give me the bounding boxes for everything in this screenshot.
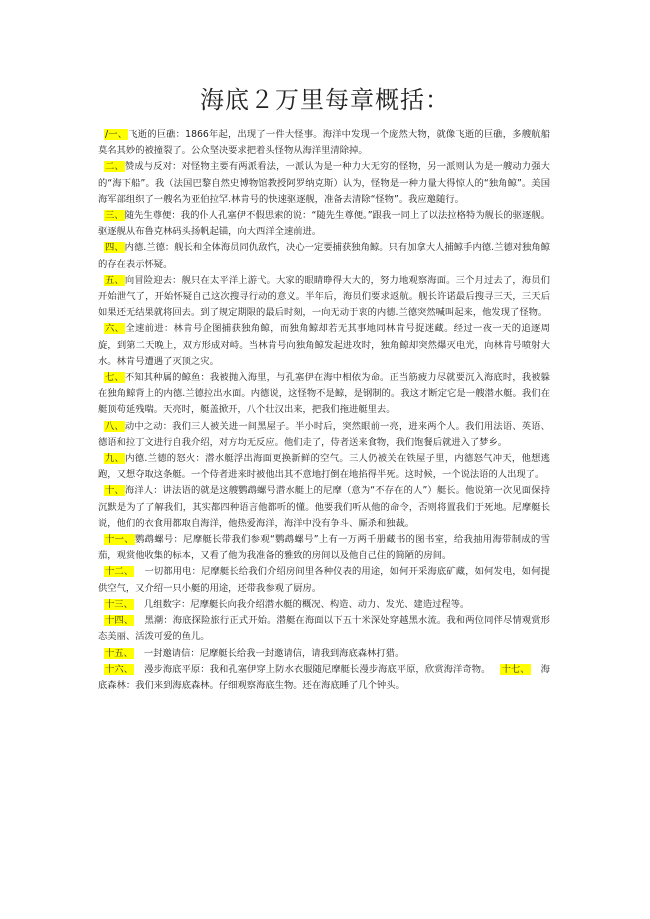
chapter-text: 林肯号企图捕获独角鲸，而独角鲸却若无其事地同林肯号捉迷藏。经过一夜一天的追逐周旋，到第二天晚上，双方形成对峙。当林肯号向独角鲸发起进攻时，独角鲸却突然爆灭电光，向林肯号喷射大水。林肯号遭遇了灭顶之灾。 [98,323,550,367]
chapter-summary [98,159,550,208]
chapter-text: 海底探险旅行正式开始。潜艇在海面以下五十米深处穿越黑水流。我和两位同伴尽情观赏形态美丽、活泼可爱的鱼儿。 [98,615,550,643]
chapter-summary [98,321,550,370]
chapter-number: 十五、 [105,647,133,659]
chapter-summary [98,127,550,159]
chapter-name: 海底森林： [98,663,550,691]
chapter-summary [98,240,550,272]
chapter-text: 我被抛入海里，与孔塞伊在海中相依为命。正当筋疲力尽就要沉入海底时，我被躲在独角鲸背上的内德.兰德拉出水面。内德说，这怪物不是鲸，是钢制的。我这才断定它是一艘潜水艇。我们在艇顶苟延残喘。天亮时，艇盖掀开，八个壮汉出来，把我们拖进艇里去。 [98,372,550,416]
chapter-name: 不知其种属的鲸鱼： [124,372,210,384]
chapter-number: 六、 [105,323,125,335]
chapter-text: 尼摩艇长给我一封邀请信，请我到海底森林打猎。 [199,647,405,659]
chapter-text: 尼摩艇长向我介绍潜水艇的概况、构造、动力、发光、建造过程等。 [190,598,470,610]
chapter-summary [98,662,550,694]
chapter-name: 内德.兰德的怒火： [125,453,206,465]
chapter-summary [98,613,550,645]
chapter-name: 一封邀请信： [143,647,200,659]
chapter-number: 九、 [105,453,125,465]
chapter-summary [98,370,550,419]
chapter-name: 动中之动： [124,420,173,432]
chapter-number: 十三、 [105,598,133,610]
chapter-name: 一切都用电： [144,566,202,578]
chapter-text: 对怪物主要有两派看法，一派认为是一种力大无穷的怪物，另一派则认为是一艘动力强大的“海下船”。我（法国巴黎自然史博物馆教授阿罗纳克斯）认为，怪物是一种力量大得惊人的“独角鲸”。美国海军部组织了一艘名为亚伯拉罕.林肯号的快速驱逐舰，准备去清除“怪物”。我应邀随行。 [98,161,550,205]
chapter-text: 潜水艇浮出海面更换新鲜的空气。三人仍被关在铁屋子里，内德怒气冲天，他想逃跑，又想夺取这条艇。一个侍者进来时被他出其不意地打倒在地掐得半死。这时候，一个说法语的人出现了。 [98,453,550,481]
chapter-summary [98,597,550,613]
chapter-name: 随先生尊便： [124,210,181,222]
chapter-number: 七、 [105,372,124,384]
chapter-name: 黑潮： [144,615,173,627]
chapter-number: 十七、 [501,663,530,675]
chapter-list [98,127,550,694]
chapter-summary [98,273,550,322]
chapter-name: 内德.兰德： [124,242,175,254]
chapter-number: 十二、 [105,566,134,578]
chapter-text: 我们三人被关进一间黑屋子。半小时后，突然眼前一亮，进来两个人。我们用法语、英语、德语和拉丁文进行自我介绍，对方均无反应。他们走了，侍者送来食物，我们饱餐后就进入了梦乡。 [98,420,550,448]
chapter-text: 尼摩艇长带我们参观“鹦鹉螺号”上有一万两千册藏书的图书室，给我抽用海带制成的雪茄，观赏他收集的标本，又看了他为我准备的雅致的房间以及他自己住的简陋的房间。 [98,534,550,562]
chapter-name: 鹦鹉螺号： [134,534,184,546]
chapter-summary [98,646,550,662]
chapter-name: 漫步海底平原： [144,663,210,675]
chapter-name: 向冒险迎去： [124,274,182,286]
chapter-number: 十一、 [105,534,134,546]
chapter-text: 舰长和全体海员同仇敌忾，决心一定要捕获独角鲸。只有加拿大人捕鲸手内德.兰德对独角鲸的存在表示怀疑。 [98,242,550,270]
chapter-text: 舰只在太平洋上游弋。大家的眼睛睁得大大的，努力地观察海面。三个月过去了，海员们开始泄气了，开始怀疑自己这次搜寻行动的意义。半年后，海员们要求返航。舰长许诺最后搜寻三天，三天后如果还无结果就将回去。到了规定期限的最后时刻，一向无动于衷的内德.兰德突然喊叫起来，他发现了怪物。 [98,274,550,319]
chapter-summary [98,419,550,451]
chapter-summary [98,564,550,596]
chapter-number: 三、 [105,210,124,222]
chapter-number: 十四、 [105,615,134,627]
chapter-text: 我的仆人孔塞伊不假思索的说：“随先生尊便。”跟我一同上了以法拉格特为舰长的驱逐舰。驱逐舰从布鲁克林码头扬帆起锚，向大西洋全速前进。 [98,210,550,238]
chapter-number: 十、 [105,485,124,497]
chapter-summary [98,451,550,483]
chapter-name: 海洋人： [124,485,163,497]
chapter-summary [98,483,550,532]
chapter-summary [98,208,550,240]
chapter-name: 飞逝的巨礁： [128,129,186,140]
chapter-text: 1866年起，出现了一件大怪事。海洋中发现一个庞然大物，就像飞逝的巨礁，多艘航船莫名其妙的被撞裂了。公众坚决要求把着头怪物从海洋里清除掉。 [98,129,550,157]
chapter-number: 十六、 [105,663,134,675]
chapter-number: 二、 [105,161,124,173]
chapter-summary [98,532,550,564]
chapter-text: 讲法语的就是这艘鹦鹉螺号潜水艇上的尼摩（意为“不存在的人”）艇长。他说第一次见面保持沉默是为了了解我们，其实都四种语言他都听的懂。他要我们听从他的命令，否则将置我们于死地。尼摩艇长说，他们的衣食用都取自海洋，他热爱海洋，海洋中没有争斗、厮杀和独裁。 [98,485,550,529]
page-title: 海底２万里每章概括： [200,86,450,114]
chapter-name: 几组数字： [143,598,191,610]
chapter-text: 我们来到海底森林。仔细观察海底生物。还在海底睡了几个钟头。 [135,679,405,691]
chapter-number: 八、 [105,420,124,432]
chapter-number: 五、 [105,274,124,286]
chapter-number: 四、 [105,242,124,254]
chapter-number: /一、 [105,129,128,140]
chapter-name: 赞成与反对： [124,161,182,173]
chapter-text: 尼摩艇长给我们介绍房间里各种仪表的用途，如何开采海底矿藏，如何发电，如何提供空气，又介绍一只小艇的用途，还带我参观了厨房。 [98,566,550,594]
chapter-name: 全速前进： [125,323,174,335]
chapter-text: 我和孔塞伊穿上防水衣服随尼摩艇长漫步海底平原，欣赏海洋奇物。 [209,663,491,675]
